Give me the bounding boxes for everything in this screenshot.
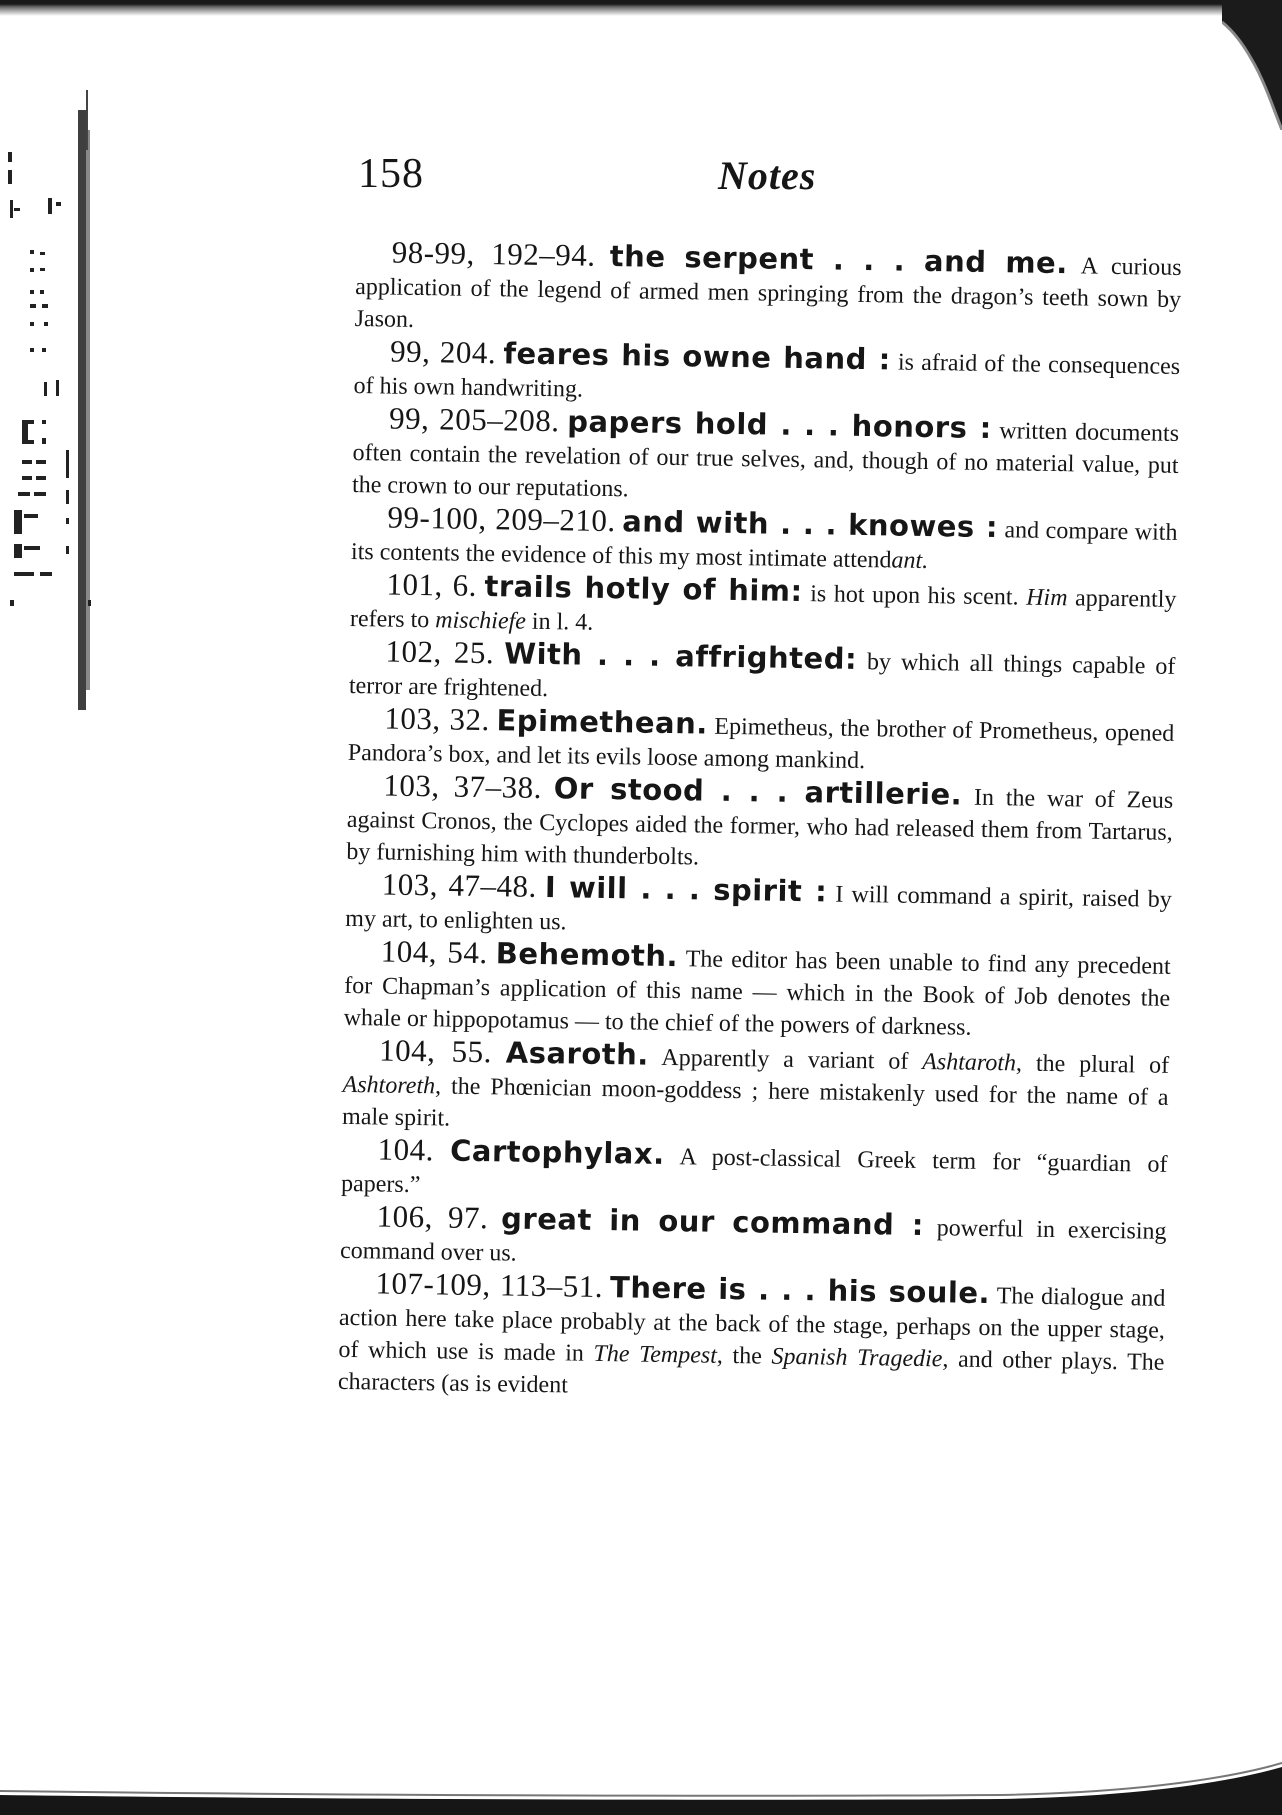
note-line-reference: 98-99, 192–94.	[391, 234, 596, 273]
gloss-segment: apparently refers to	[349, 585, 1177, 634]
gloss-segment: is afraid of the consequences of his own handwriting.	[353, 349, 1181, 403]
note-entry	[342, 1034, 1169, 1146]
note-entry	[354, 236, 1181, 348]
note-line-reference: 104, 55.	[378, 1032, 493, 1070]
gloss-segment: Apparently a variant of	[661, 1044, 923, 1075]
gloss-italic-segment: The Tempest	[593, 1340, 718, 1369]
page-header	[358, 150, 1188, 210]
gloss-italic-segment: ant.	[891, 547, 929, 575]
note-entry	[352, 402, 1179, 514]
gloss-segment: I will command a spirit, raised by my art, to enlighten us.	[345, 881, 1172, 936]
note-lemma: papers hold . . . honors :	[566, 404, 993, 446]
note-line-reference: 102, 25.	[385, 633, 495, 671]
binding-gutter-bleedthrough	[0, 90, 110, 710]
note-line-reference: 101, 6.	[386, 566, 478, 603]
gloss-segment: In the war of Zeus against Cronos, the Cyclopes aided the former, who had released them from Tartarus, by furnishing him with thunderbolts.	[346, 784, 1174, 871]
note-lemma: With . . . affrighted:	[503, 636, 858, 676]
gloss-segment: , and other plays. The characters (as is evident	[337, 1346, 1165, 1399]
note-lemma: trails hotly of him:	[484, 569, 803, 609]
note-entry	[338, 1267, 1166, 1411]
gloss-segment: The dialogue and action here take place probably at the back of the stage, perhaps on the upper stage, of which use is made in	[338, 1283, 1166, 1367]
note-line-reference: 99, 205–208.	[388, 400, 560, 439]
gloss-italic-segment: Ashtaroth	[922, 1048, 1017, 1077]
note-line-reference: 103, 47–48.	[381, 866, 538, 904]
running-head: Notes	[718, 153, 817, 198]
note-line-reference: 103, 32.	[384, 700, 491, 738]
note-lemma: Cartophylax.	[449, 1133, 665, 1171]
note-lemma: Behemoth.	[495, 936, 679, 974]
gloss-italic-segment: Spanish Tragedie	[771, 1343, 943, 1373]
gloss-italic-segment: Him	[1025, 584, 1068, 612]
gloss-segment: is hot upon his scent.	[809, 581, 1027, 611]
note-lemma: There is . . . his soule.	[609, 1270, 991, 1311]
note-lemma: and with . . . knowes :	[621, 504, 999, 545]
note-lemma: great in our command :	[500, 1201, 925, 1243]
page-number: 158	[358, 151, 424, 197]
note-line-reference: 106, 97.	[376, 1198, 489, 1236]
note-line-reference: 99, 204.	[389, 333, 497, 371]
note-lemma: the serpent . . . and me.	[609, 238, 1069, 281]
gloss-segment: , the plural of	[1015, 1050, 1170, 1079]
note-entry	[346, 769, 1173, 881]
gloss-segment: powerful in exercising command over us.	[339, 1215, 1167, 1267]
gloss-segment: , the Phœnician moon-goddess ; here mistakenly used for the name of a male spirit.	[341, 1073, 1169, 1132]
note-lemma: feares his owne hand :	[503, 336, 892, 377]
gloss-segment: in l. 4.	[525, 608, 594, 636]
gloss-segment: and compare with its contents the evidence of this my most intimate attend	[350, 517, 1178, 574]
note-lemma: Or stood . . . artillerie.	[553, 771, 963, 812]
page-top-edge-shadow	[0, 0, 1282, 16]
notes-list	[338, 236, 1182, 1411]
note-lemma: Epimethean.	[496, 703, 709, 741]
page-bottom-edge-shadow	[0, 1755, 1282, 1815]
gloss-segment: A curious application of the legend of armed men springing from the dragon’s teeth sown by Jason.	[354, 253, 1182, 333]
gloss-segment: , the	[716, 1342, 772, 1370]
note-line-reference: 104.	[377, 1131, 435, 1168]
gloss-segment: written documents often contain the revelation of our true selves, and, though of no material value, put the crown to our reputations.	[351, 418, 1180, 503]
note-lemma: Asaroth.	[505, 1035, 650, 1072]
gloss-segment: Epimetheus, the brother of Prometheus, opened Pandora’s box, and let its evils loose among mankind.	[347, 713, 1175, 775]
gloss-segment: The editor has been unable to find any precedent for Chapman’s application of this name — which in the Book of Job denotes the whale or hippopotamus — to the chief of the powers of darkness.	[343, 946, 1171, 1041]
gloss-segment: A post-classical Greek term for “guardian of papers.”	[340, 1144, 1168, 1199]
note-entry	[343, 935, 1170, 1047]
gloss-italic-segment: mischiefe	[435, 607, 527, 635]
note-line-reference: 104, 54.	[380, 933, 488, 971]
page-corner-curl	[1222, 0, 1282, 130]
note-line-reference: 103, 37–38.	[383, 767, 543, 805]
note-lemma: I will . . . spirit :	[544, 870, 828, 909]
gloss-italic-segment: Ashtoreth	[342, 1071, 436, 1100]
gloss-segment: by which all things capable of terror are frightened.	[348, 649, 1176, 703]
note-line-reference: 99-100, 209–210.	[387, 499, 616, 539]
note-line-reference: 107-109, 113–51.	[375, 1265, 604, 1305]
